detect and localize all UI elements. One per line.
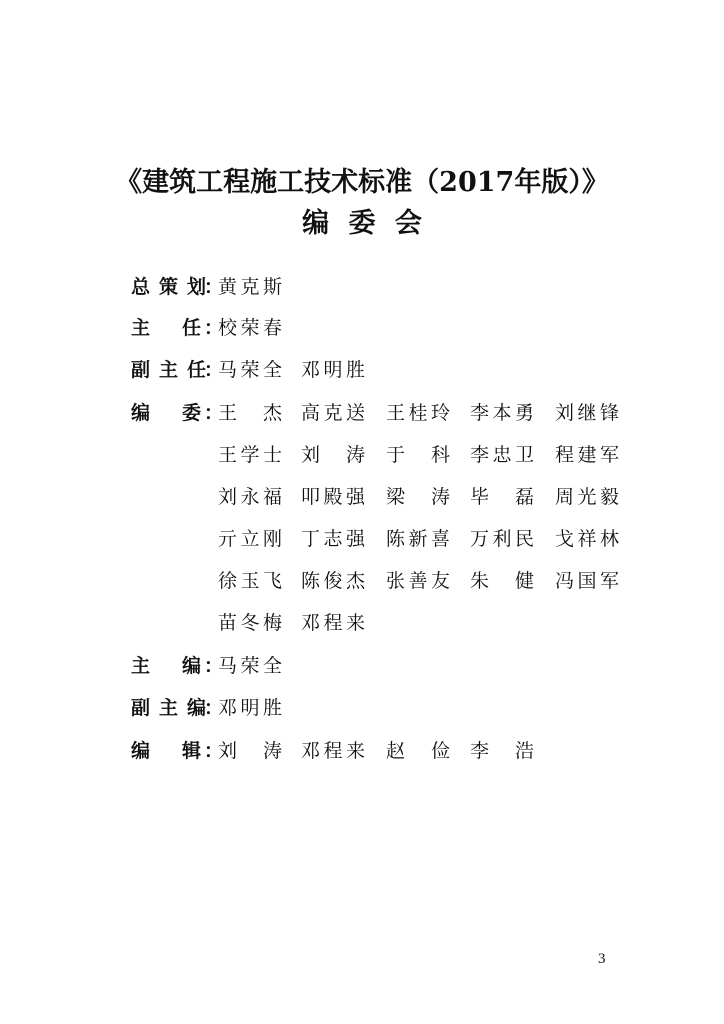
member-name: 马 荣 全 bbox=[218, 655, 282, 677]
committee-heading-text: 编 委 会 bbox=[302, 208, 422, 239]
member-name: 马 荣 全 bbox=[218, 359, 282, 381]
member-name: 冯 国 军 bbox=[555, 570, 619, 592]
role-label: 副 主 编 bbox=[131, 697, 206, 719]
role-colon: ： bbox=[204, 359, 224, 381]
role-label: 编 辑 bbox=[131, 740, 201, 762]
member-name: 周 光 毅 bbox=[555, 486, 619, 508]
member-name: 叩 殿 强 bbox=[301, 486, 365, 508]
role-label: 主 编 bbox=[131, 655, 201, 677]
member-name: 李 忠 卫 bbox=[470, 444, 534, 466]
member-name: 张 善 友 bbox=[386, 570, 450, 592]
member-name: 赵 俭 bbox=[386, 740, 450, 762]
member-name: 朱 健 bbox=[470, 570, 534, 592]
member-name: 徐 玉 飞 bbox=[218, 570, 282, 592]
member-name: 李 浩 bbox=[470, 740, 534, 762]
member-name: 王 杰 bbox=[218, 402, 282, 424]
member-name: 邓 程 来 bbox=[301, 740, 365, 762]
member-name: 高 克 送 bbox=[301, 402, 365, 424]
member-name: 程 建 军 bbox=[555, 444, 619, 466]
role-label: 主 任 bbox=[131, 317, 201, 339]
member-name: 邓 程 来 bbox=[301, 612, 365, 634]
member-name: 刘 继 锋 bbox=[555, 402, 619, 424]
member-name: 毕 磊 bbox=[470, 486, 534, 508]
member-name: 亓 立 刚 bbox=[218, 528, 282, 550]
member-name: 刘 涛 bbox=[301, 444, 365, 466]
member-name: 苗 冬 梅 bbox=[218, 612, 282, 634]
member-name: 戈 祥 林 bbox=[555, 528, 619, 550]
role-colon: ： bbox=[204, 317, 224, 339]
role-colon: ： bbox=[204, 402, 224, 424]
member-name: 邓 明 胜 bbox=[218, 697, 282, 719]
member-name: 校 荣 春 bbox=[218, 317, 282, 339]
member-name: 王 桂 玲 bbox=[386, 402, 450, 424]
member-name: 李 本 勇 bbox=[470, 402, 534, 424]
member-name: 丁 志 强 bbox=[301, 528, 365, 550]
role-label: 副 主 任 bbox=[131, 359, 206, 381]
member-name: 刘 涛 bbox=[218, 740, 282, 762]
member-name: 黄 克 斯 bbox=[218, 276, 282, 298]
member-name: 刘 永 福 bbox=[218, 486, 282, 508]
role-label: 总 策 划 bbox=[131, 276, 206, 298]
member-name: 万 利 民 bbox=[470, 528, 534, 550]
role-colon: ： bbox=[204, 697, 224, 719]
member-name: 邓 明 胜 bbox=[301, 359, 365, 381]
member-name: 陈 新 喜 bbox=[386, 528, 450, 550]
committee-heading bbox=[0, 201, 724, 240]
member-name: 王 学 士 bbox=[218, 444, 282, 466]
role-colon: ： bbox=[204, 276, 224, 298]
page-number: 3 bbox=[598, 951, 606, 967]
member-name: 梁 涛 bbox=[386, 486, 450, 508]
role-colon: ： bbox=[204, 740, 224, 762]
role-label: 编 委 bbox=[131, 402, 201, 424]
member-name: 陈 俊 杰 bbox=[301, 570, 365, 592]
member-name: 于 科 bbox=[386, 444, 450, 466]
document-title: 《建筑工程施工技术标准（2017年版）》 bbox=[115, 167, 609, 198]
role-colon: ： bbox=[204, 655, 224, 677]
